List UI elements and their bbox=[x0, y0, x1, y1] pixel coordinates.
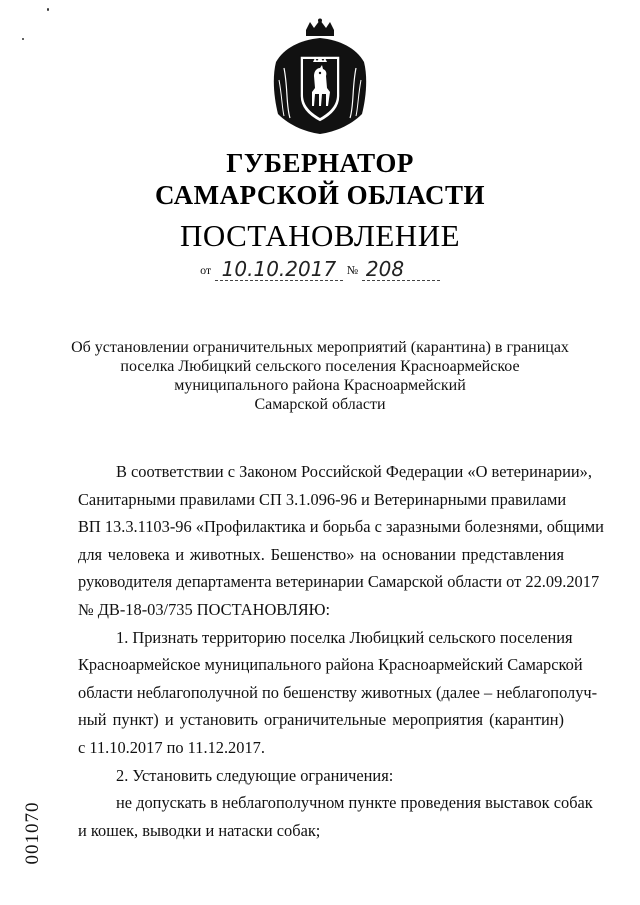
body-line: № ДВ-18-03/735 ПОСТАНОВЛЯЮ: bbox=[78, 599, 331, 619]
document-body bbox=[78, 458, 604, 844]
side-serial-stamp bbox=[18, 798, 48, 868]
body-line: не допускать в неблагополучном пункте проведения выставок собак bbox=[116, 793, 593, 813]
side-serial-number: 001070 bbox=[22, 801, 43, 865]
document-number: 208 bbox=[362, 258, 440, 281]
issuer-region: САМАРСКОЙ ОБЛАСТИ bbox=[154, 180, 486, 210]
document-date: 10.10.2017 bbox=[215, 258, 343, 281]
body-line: В соответствии с Законом Российской Федерации «О ветеринарии», bbox=[116, 462, 592, 481]
subject-line: Самарской области bbox=[254, 396, 386, 413]
body-line: и кошек, выводки и натаски собак; bbox=[78, 820, 321, 840]
date-prefix: от bbox=[200, 263, 212, 277]
coat-of-arms-icon bbox=[270, 18, 370, 136]
subject-line: Об установлении ограничительных мероприятий (карантина) в границах bbox=[71, 339, 569, 356]
document-subject bbox=[70, 338, 570, 414]
body-line: 2. Установить следующие ограничения: bbox=[116, 765, 394, 785]
body-line: руководителя департамента ветеринарии Самарской области от 22.09.2017 bbox=[78, 572, 600, 592]
body-line: для человека и животных. Бешенство» на основании представления bbox=[78, 544, 564, 564]
body-line: с 11.10.2017 по 11.12.2017. bbox=[78, 737, 265, 757]
body-line: ный пункт) и установить ограничительные мероприятия (карантин) bbox=[78, 710, 564, 730]
body-line: 1. Признать территорию поселка Любицкий сельского поселения bbox=[116, 627, 573, 647]
body-line: Санитарными правилами СП 3.1.096-96 и Ветеринарными правилами bbox=[78, 489, 567, 509]
scan-speck bbox=[22, 38, 24, 40]
document-type: ПОСТАНОВЛЕНИЕ bbox=[179, 218, 461, 253]
body-line: Красноармейское муниципального района Красноармейский Самарской bbox=[78, 655, 583, 675]
subject-line: муниципального района Красноармейский bbox=[174, 377, 466, 394]
issuer-title: ГУБЕРНАТОР bbox=[226, 148, 414, 178]
body-line: области неблагополучной по бешенству животных (далее – неблагополуч- bbox=[78, 682, 598, 702]
registration-line bbox=[0, 258, 640, 281]
scan-speck bbox=[47, 8, 49, 11]
body-line: ВП 13.3.1103-96 «Профилактика и борьба с заразными болезнями, общими bbox=[78, 517, 604, 537]
subject-line: поселка Любицкий сельского поселения Красноармейское bbox=[120, 358, 520, 375]
number-prefix: № bbox=[346, 263, 359, 277]
